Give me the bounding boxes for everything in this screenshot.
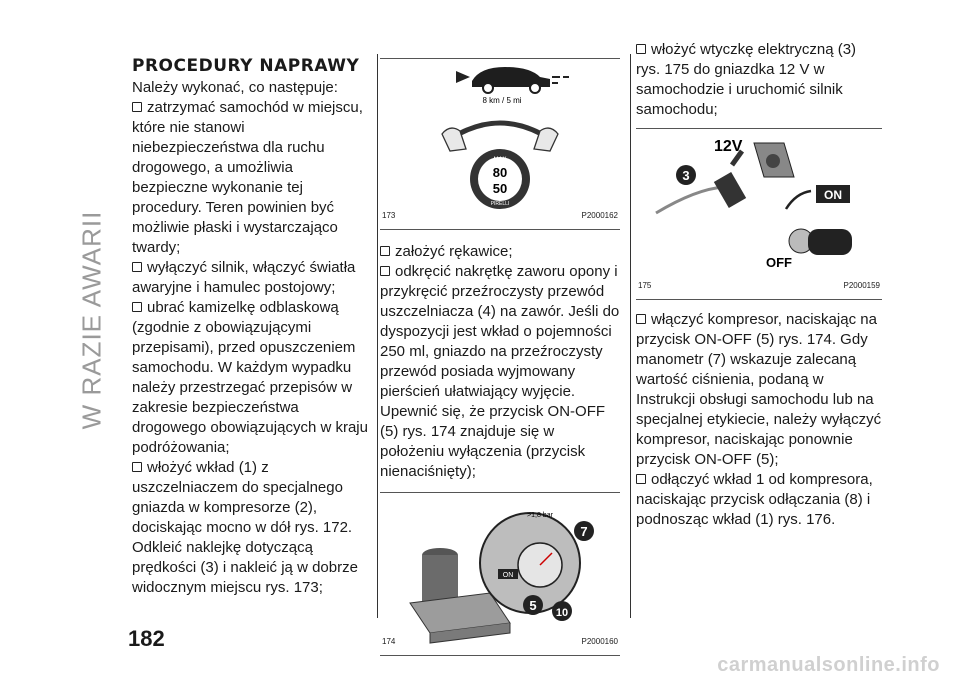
intro-text: Należy wykonać, co następuje: — [132, 79, 338, 96]
column-3 — [636, 40, 882, 530]
figure-173 — [380, 58, 620, 230]
watermark: carmanualsonline.info — [717, 654, 940, 676]
page-number: 182 — [128, 626, 165, 651]
svg-text:ON: ON — [824, 188, 842, 202]
svg-text:3: 3 — [682, 168, 690, 183]
checkbox-bullet-icon — [636, 474, 646, 484]
checkbox-bullet-icon — [132, 262, 142, 272]
figure-175 — [636, 128, 882, 300]
svg-text:>1,8 bar: >1,8 bar — [527, 512, 553, 519]
figure-number: 174 — [382, 637, 396, 646]
list-item: włożyć wtyczkę elektryczną (3) rys. 175 do gniazdka 12 V w samochodzie i uruchomić silnik samochodu; — [636, 41, 857, 118]
list-item: zatrzymać samochód w miejscu, które nie stanowi niebezpieczeństwa dla ruchu drogowego, a umożliwia bezpieczne wykonanie tej procedury. Teren powinien być możliwie płaski i wystarczająco twardy; — [132, 99, 363, 256]
figure-code: P2000162 — [581, 211, 618, 220]
svg-text:MAX: MAX — [493, 157, 507, 163]
column-1 — [132, 56, 370, 598]
svg-text:12V: 12V — [714, 138, 743, 155]
column-2 — [380, 58, 620, 656]
column-divider — [377, 54, 378, 618]
figure-174 — [380, 492, 620, 656]
list-item: odkręcić nakrętkę zaworu opony i przykręcić przeźroczysty przewód uszczelniacza (4) na zawór. Jeśli do dyspozycji jest wkład o pojemności 250 ml, gniazdo na przeźroczysty przewód posiada wyjmowany pierścień ułatwiający wyjęcie. — [380, 263, 620, 400]
power-plug-illustration — [636, 129, 882, 299]
checkbox-bullet-icon — [380, 246, 390, 256]
body-text: Upewnić się, że przycisk ON-OFF (5) rys. 174 znajduje się w położeniu wyłączenia (przycisk nienaciśnięty); — [380, 403, 606, 480]
body-text: Odkleić naklejkę dotyczącą prędkości (3) i nakleić ją w dobrze widocznym miejscu rys. 173; — [132, 539, 358, 596]
list-item: włączyć kompresor, naciskając na przycisk ON-OFF (5) rys. 174. Gdy manometr (7) wskazuje zalecaną wartość ciśnienia, podaną w Instrukcji obsługi samochodu lub na specjalnej etykiecie, należy wyłączyć kompresor, naciskając ponownie przycisk ON-OFF (5); — [636, 311, 882, 468]
cable — [656, 187, 724, 213]
list-item: włożyć wkład (1) z uszczelniaczem do specjalnego gniazda w kompresorze (2), dociskając mocno w dół rys. 172. — [132, 459, 353, 536]
section-title: PROCEDURY NAPRAWY — [132, 56, 360, 76]
checkbox-bullet-icon — [132, 102, 142, 112]
checkbox-bullet-icon — [636, 314, 646, 324]
list-item: ubrać kamizelkę odblaskową (zgodnie z obowiązującymi przepisami), przed opuszczeniem samochodu. W każdym wypadku należy przestrzegać przepisów w zakresie bezpieczeństwa drogowego obowiązujących w kraju podróżowania; — [132, 299, 368, 456]
checkbox-bullet-icon — [636, 44, 646, 54]
checkbox-bullet-icon — [132, 462, 142, 472]
svg-text:10: 10 — [555, 607, 569, 619]
svg-text:7: 7 — [580, 524, 588, 539]
list-item: odłączyć wkład 1 od kompresora, naciskając przycisk odłączania (8) i podnosząc wkład (1) rys. 176. — [636, 471, 873, 528]
arrow-icon — [440, 71, 470, 83]
figure-code: P2000160 — [581, 637, 618, 646]
svg-text:50: 50 — [492, 181, 508, 196]
checkbox-bullet-icon — [132, 302, 142, 312]
svg-text:OFF: OFF — [766, 255, 792, 270]
svg-text:PIRELLI: PIRELLI — [490, 201, 510, 207]
speed-label: 8 km / 5 mi — [482, 96, 522, 105]
figure-number: 175 — [638, 281, 652, 290]
list-item: założyć rękawice; — [380, 242, 620, 262]
compressor-illustration — [380, 493, 620, 655]
section-side-tab: W RAZIE AWARII — [76, 210, 107, 430]
svg-text:80: 80 — [492, 165, 508, 180]
column-divider — [630, 54, 631, 618]
checkbox-bullet-icon — [380, 266, 390, 276]
plug-icon — [714, 172, 746, 208]
list-item: wyłączyć silnik, włączyć światła awaryjne i hamulec postojowy; — [132, 259, 356, 296]
figure-number: 173 — [382, 211, 396, 220]
svg-text:5: 5 — [529, 598, 537, 613]
svg-text:ON: ON — [502, 572, 514, 579]
figure-code: P2000159 — [843, 281, 880, 290]
speed-sticker-illustration — [380, 59, 620, 229]
